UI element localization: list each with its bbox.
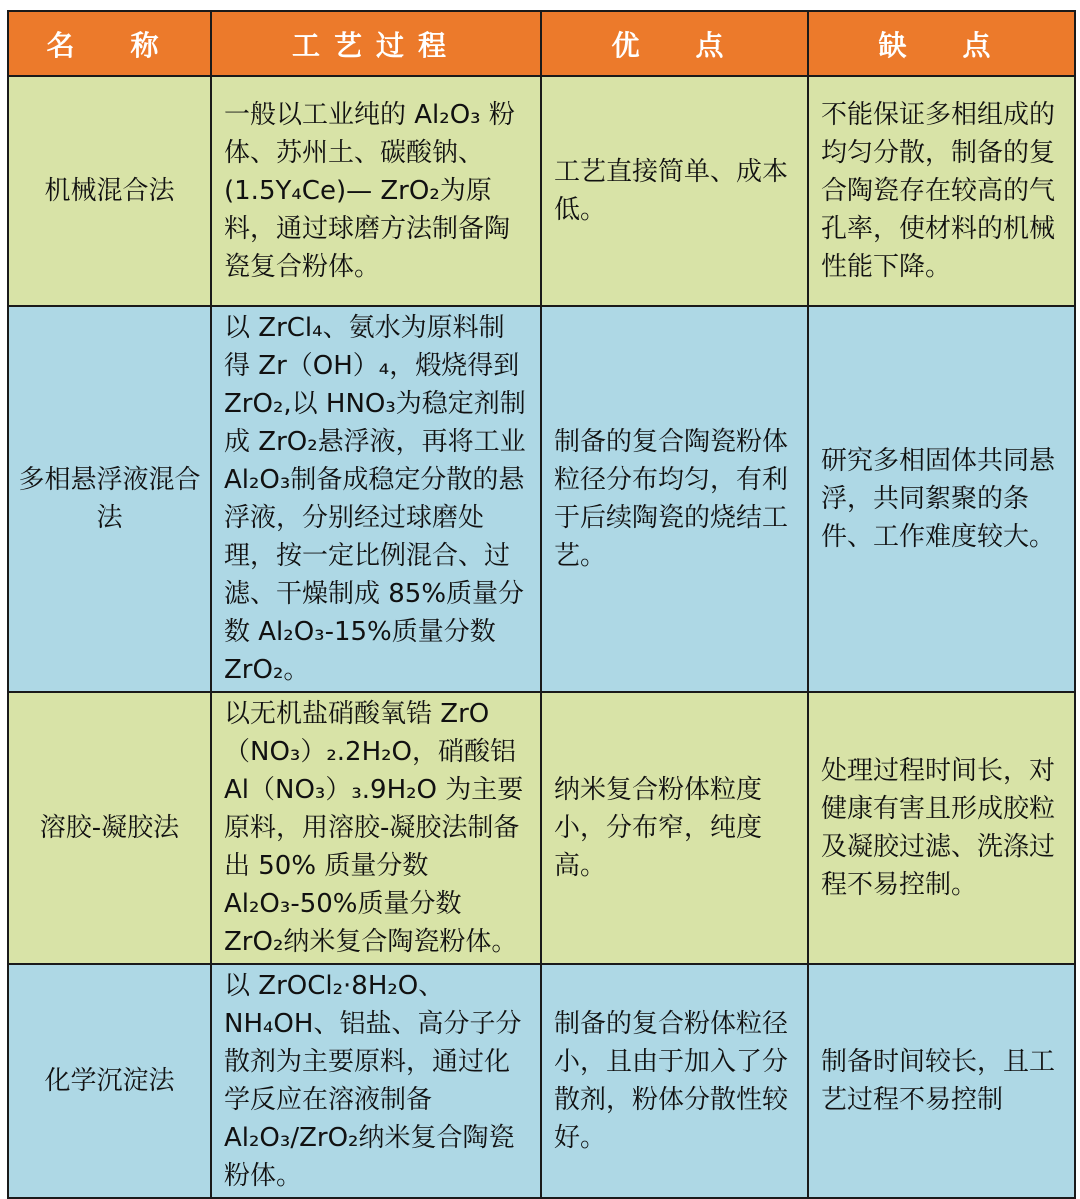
method-name: 溶胶-凝胶法 xyxy=(8,692,211,964)
disadvantages-cell: 不能保证多相组成的均匀分散，制备的复合陶瓷存在较高的气孔率，使材料的机械性能下降。 xyxy=(808,76,1075,306)
disadvantages-cell: 制备时间较长，且工艺过程不易控制 xyxy=(808,964,1075,1198)
method-name: 化学沉淀法 xyxy=(8,964,211,1198)
header-name: 名 称 xyxy=(8,11,211,76)
method-name: 多相悬浮液混合法 xyxy=(8,306,211,692)
table-row xyxy=(8,692,1075,964)
advantages-cell: 工艺直接简单、成本低。 xyxy=(541,76,808,306)
table-row xyxy=(8,964,1075,1198)
comparison-table-container xyxy=(7,10,1074,1199)
advantages-cell: 制备的复合陶瓷粉体粒径分布均匀，有利于后续陶瓷的烧结工艺。 xyxy=(541,306,808,692)
process-cell: 以 ZrCl₄、氨水为原料制得 Zr（OH）₄，煅烧得到ZrO₂,以 HNO₃为稳定剂制成 ZrO₂悬浮液，再将工业 Al₂O₃制备成稳定分散的悬浮液，分别经过球磨处理，按一定比例混合、过滤、干燥制成 85%质量分数 Al₂O₃-15%质量分数 ZrO₂。 xyxy=(211,306,541,692)
comparison-table xyxy=(7,10,1076,1199)
header-disadvantages: 缺 点 xyxy=(808,11,1075,76)
advantages-cell: 制备的复合粉体粒径小，且由于加入了分散剂，粉体分散性较好。 xyxy=(541,964,808,1198)
table-row xyxy=(8,76,1075,306)
header-advantages: 优 点 xyxy=(541,11,808,76)
disadvantages-cell: 研究多相固体共同悬浮，共同絮聚的条件、工作难度较大。 xyxy=(808,306,1075,692)
disadvantages-cell: 处理过程时间长，对健康有害且形成胶粒及凝胶过滤、洗涤过程不易控制。 xyxy=(808,692,1075,964)
method-name: 机械混合法 xyxy=(8,76,211,306)
advantages-cell: 纳米复合粉体粒度小，分布窄，纯度高。 xyxy=(541,692,808,964)
table-row xyxy=(8,306,1075,692)
header-row xyxy=(8,11,1075,76)
process-cell: 以无机盐硝酸氧锆 ZrO（NO₃）₂.2H₂O，硝酸铝 Al（NO₃）₃.9H₂O 为主要原料，用溶胶-凝胶法制备出 50% 质量分数 Al₂O₃-50%质量分数 ZrO₂纳米复合陶瓷粉体。 xyxy=(211,692,541,964)
process-cell: 以 ZrOCl₂·8H₂O、NH₄OH、铝盐、高分子分散剂为主要原料，通过化学反应在溶液制备Al₂O₃/ZrO₂纳米复合陶瓷粉体。 xyxy=(211,964,541,1198)
process-cell: 一般以工业纯的 Al₂O₃ 粉体、苏州土、碳酸钠、(1.5Y₄Ce)— ZrO₂为原料，通过球磨方法制备陶瓷复合粉体。 xyxy=(211,76,541,306)
header-process: 工艺过程 xyxy=(211,11,541,76)
